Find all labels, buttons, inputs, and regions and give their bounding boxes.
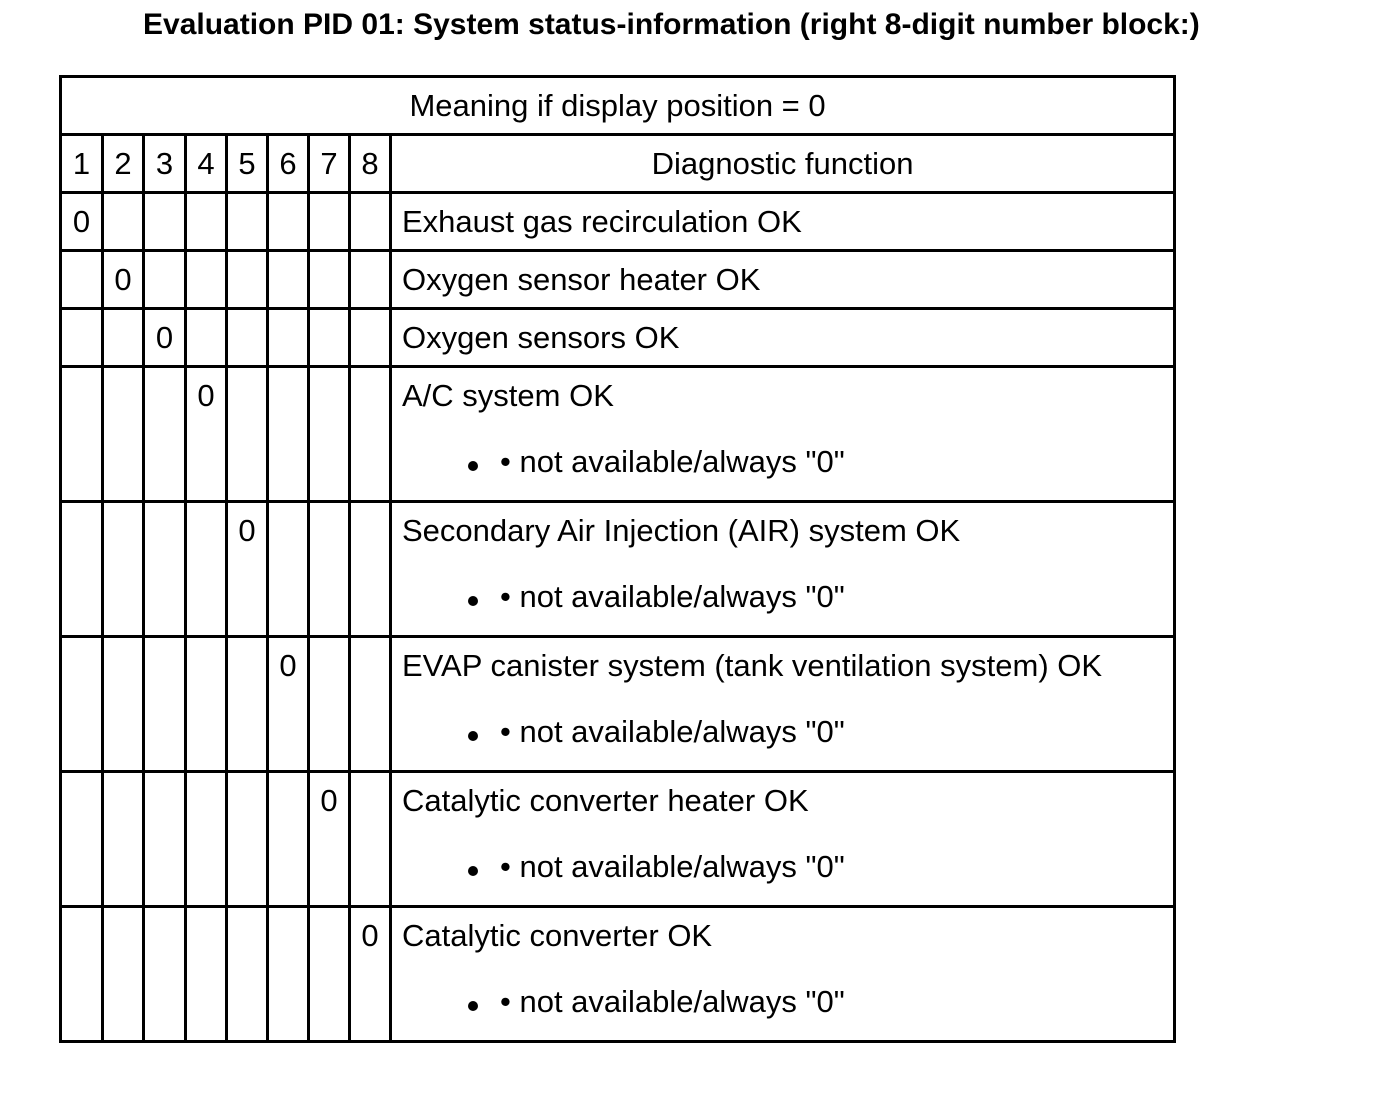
position-cell (144, 502, 186, 637)
diagnostic-function-cell (391, 772, 1175, 907)
position-cell (144, 907, 186, 1042)
zero-value: 0 (279, 648, 297, 683)
zero-value: 0 (361, 918, 379, 953)
position-cell (268, 193, 309, 251)
position-cell (227, 309, 268, 367)
position-header-6: 6 (268, 135, 309, 193)
position-cell (186, 251, 227, 309)
position-header-3: 3 (144, 135, 186, 193)
position-cell (103, 772, 144, 907)
table-row (61, 502, 1175, 637)
position-cell (309, 251, 350, 309)
table-row (61, 367, 1175, 502)
position-cell (309, 193, 350, 251)
position-cell (309, 309, 350, 367)
position-cell (350, 772, 391, 907)
diagnostic-function-cell (391, 502, 1175, 637)
position-cell (227, 637, 268, 772)
position-cell (309, 367, 350, 502)
position-cell (103, 907, 144, 1042)
page-title: Evaluation PID 01: System status-information (right 8-digit number block:) (143, 8, 1200, 41)
function-note (402, 423, 1173, 500)
position-cell (144, 637, 186, 772)
function-label: Secondary Air Injection (AIR) system OK (402, 513, 961, 548)
position-cell (103, 637, 144, 772)
position-cell (268, 502, 309, 637)
position-cell (144, 251, 186, 309)
table-row (61, 309, 1175, 367)
position-cell (309, 772, 350, 907)
note-text: • not available/always "0" (500, 714, 845, 749)
position-cell (268, 637, 309, 772)
position-cell (144, 367, 186, 502)
bullet-icon (468, 731, 478, 741)
position-cell (227, 772, 268, 907)
diagnostic-function-cell (391, 309, 1175, 367)
position-cell (350, 907, 391, 1042)
table-row (61, 193, 1175, 251)
position-cell (61, 309, 103, 367)
position-cell (268, 772, 309, 907)
position-cell (186, 907, 227, 1042)
position-cell (309, 502, 350, 637)
position-cell (268, 367, 309, 502)
note-text: • not available/always "0" (500, 444, 845, 479)
diagnostic-function-cell (391, 367, 1175, 502)
position-cell (227, 193, 268, 251)
zero-value: 0 (72, 204, 91, 239)
table-header: Meaning if display position = 0 (61, 77, 1175, 135)
position-header-4: 4 (186, 135, 227, 193)
function-label: Oxygen sensors OK (402, 320, 680, 355)
bullet-icon (468, 866, 478, 876)
bullet-icon (468, 596, 478, 606)
position-cell (61, 907, 103, 1042)
bullet-icon (468, 1001, 478, 1011)
position-cell (227, 907, 268, 1042)
diagnostic-function-header: Diagnostic function (391, 135, 1175, 193)
function-label: Catalytic converter heater OK (402, 783, 809, 818)
position-cell (227, 251, 268, 309)
position-cell (227, 367, 268, 502)
position-cell (103, 502, 144, 637)
position-cell (144, 772, 186, 907)
position-cell (350, 367, 391, 502)
function-label: A/C system OK (402, 378, 614, 413)
position-cell (186, 772, 227, 907)
position-header-8: 8 (350, 135, 391, 193)
position-cell (186, 367, 227, 502)
position-cell (350, 637, 391, 772)
zero-value: 0 (238, 513, 256, 548)
position-cell (144, 193, 186, 251)
function-label: EVAP canister system (tank ventilation system) OK (402, 648, 1103, 683)
position-cell (309, 637, 350, 772)
position-header-5: 5 (227, 135, 268, 193)
position-cell (350, 193, 391, 251)
position-cell (103, 367, 144, 502)
position-cell (268, 907, 309, 1042)
table-row (61, 772, 1175, 907)
position-cell (186, 502, 227, 637)
diagnostic-function-cell (391, 907, 1175, 1042)
position-cell (61, 251, 103, 309)
function-note (402, 558, 1173, 635)
function-note (402, 963, 1173, 1040)
zero-value: 0 (320, 783, 338, 818)
diagnostic-function-cell (391, 251, 1175, 309)
table-row (61, 637, 1175, 772)
position-cell (61, 502, 103, 637)
note-text: • not available/always "0" (500, 579, 845, 614)
position-cell (268, 251, 309, 309)
position-cell (144, 309, 186, 367)
position-cell (227, 502, 268, 637)
table-row (61, 907, 1175, 1042)
position-cell (350, 251, 391, 309)
position-cell (103, 251, 144, 309)
function-label: Catalytic converter OK (402, 918, 713, 953)
table-row (61, 251, 1175, 309)
zero-value: 0 (197, 378, 215, 413)
function-note (402, 693, 1173, 770)
function-note (402, 828, 1173, 905)
zero-value: 0 (114, 262, 132, 297)
position-cell (350, 502, 391, 637)
status-table (59, 75, 1176, 1043)
position-header-2: 2 (103, 135, 144, 193)
position-cell (103, 193, 144, 251)
position-cell (61, 772, 103, 907)
bullet-icon (468, 461, 478, 471)
note-text: • not available/always "0" (500, 984, 845, 1019)
position-cell (61, 637, 103, 772)
position-cell (103, 309, 144, 367)
position-header-1: 1 (61, 135, 103, 193)
position-cell (61, 193, 103, 251)
zero-value: 0 (155, 320, 174, 355)
position-cell (309, 907, 350, 1042)
position-cell (61, 367, 103, 502)
note-text: • not available/always "0" (500, 849, 845, 884)
diagnostic-function-cell (391, 637, 1175, 772)
position-cell (350, 309, 391, 367)
position-header-7: 7 (309, 135, 350, 193)
position-cell (186, 637, 227, 772)
function-label: Oxygen sensor heater OK (402, 262, 761, 297)
function-label: Exhaust gas recirculation OK (402, 204, 802, 239)
position-cell (268, 309, 309, 367)
diagnostic-function-cell (391, 193, 1175, 251)
position-cell (186, 193, 227, 251)
position-cell (186, 309, 227, 367)
